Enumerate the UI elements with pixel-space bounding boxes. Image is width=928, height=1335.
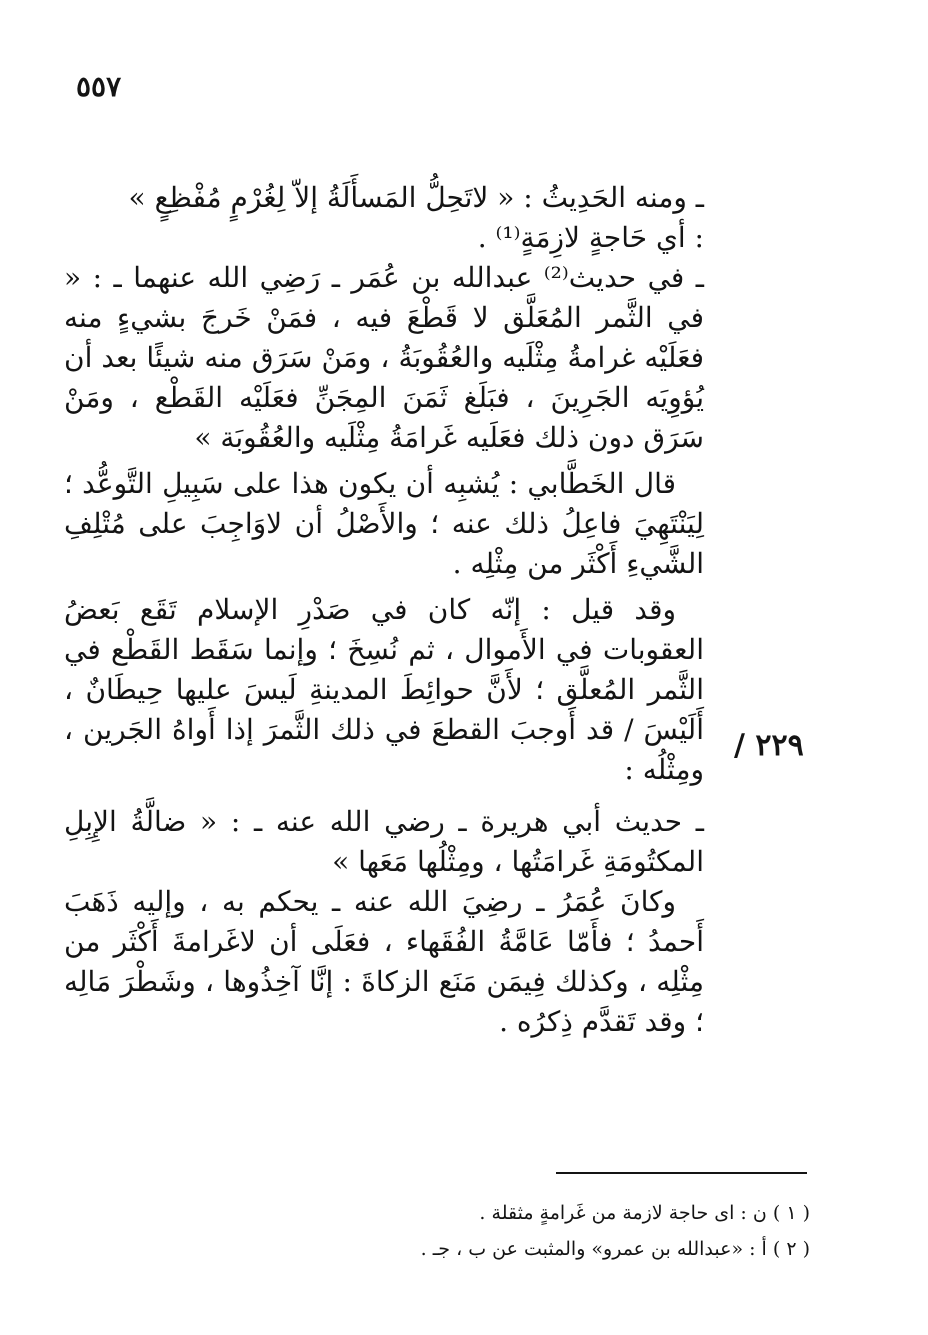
paragraph-wa-qad-qil: وقد قيل : إنّه كان في صَدْرِ الإسلام تَقَع بَعضُ العقوبات في الأَموال ، ثم نُسِخَ ؛ وإنما سَقَط القَطْع في الثَّمر المُعلَّق ؛ لأَنَّ حوائِطَ المدينةِ لَيسَ عليها حِيطَانٌ ، أَلَيْسَ / قد أَوجبَ القطعَ في ذلك الثَّمرَ إذا أَواهُ الجَرين ، ومِثْلُه : (64, 593, 704, 786)
page-number: ٥٥٧ (76, 70, 122, 103)
paragraph-khattabi: قال الخَطَّابي : يُشبِه أن يكون هذا على سَبِيلِ التَّوعُّد ؛ لِيَنْتَهِيَ فاعِلُ ذلك عنه ؛ والأَصْلُ أن لاوَاجِبَ على مُتْلِفِ الشَّيءِ أَكْثَر من مِثْلِه . (64, 467, 704, 580)
margin-folio-reference: ٢٢٩ / (734, 728, 804, 763)
footnotes (330, 1195, 810, 1267)
paragraph-hadith-abu-hurayra: ـ حديث أبي هريرة ـ رضي الله عنه ـ : « ضالَّةُ الإِبِلِ المكتُومَةِ غَرامَتُها ، ومِثْلُها مَعَها » (64, 805, 704, 878)
main-text (64, 178, 704, 1042)
footnote-divider (556, 1172, 807, 1174)
paragraph-wa-kana-umar: وكانَ عُمَرُ ـ رضِيَ الله عنه ـ يحكم به ، وإليه ذَهَبَ أَحمدُ ؛ فأَمّا عَامَّةُ الفُقَهاء ، فعَلَى أن لاغَرامةَ أَكْثَر من مِثْلِه ، وكذلك فِيمَن مَنَع الزكاةَ : إنَّا آخِذُوها ، وشَطْرَ مَالِه ؛ وقد تَقدَّم ذِكرُه . (64, 885, 704, 1038)
paragraph-gloss: : أي حَاجةٍ لازِمَةٍ⁽¹⁾ . (477, 221, 704, 254)
paragraph-hadith-ibn-umar: ـ في حديث⁽²⁾ عبدالله بن عُمَر ـ رَضِي الله عنهما ـ : « في الثَّمر المُعَلَّق لا قَطْعَ فيه ، فمَنْ خَرجَ بشيءٍ منه فعَلَيْه غرامةُ مِثْلَيه والعُقُوبَةُ ، ومَنْ سَرَق منه شيئًا بعد أن يُؤوِيَه الجَرِينَ ، فبَلَغ ثَمَنَ المِجَنِّ فعَلَيْه القَطْع ، ومَنْ سَرَق دون ذلك فعَلَيه غَرامَةُ مِثْلَيه والعُقُوبَة » (64, 261, 704, 454)
footnote-2: ( ٢ ) أ : «عبدالله بن عمرو» والمثبت عن ب ، جـ . (420, 1238, 810, 1260)
footnote-1: ( ١ ) ن : اى حاجة لازمة من غَرامةٍ مثقلة . (479, 1202, 810, 1224)
paragraph-hadith-heading: ـ ومنه الحَدِيثُ : « لاتَحِلُّ المَسأَلَةُ إلاّ لِغُرْمٍ مُفْظِعٍ » (128, 181, 704, 214)
